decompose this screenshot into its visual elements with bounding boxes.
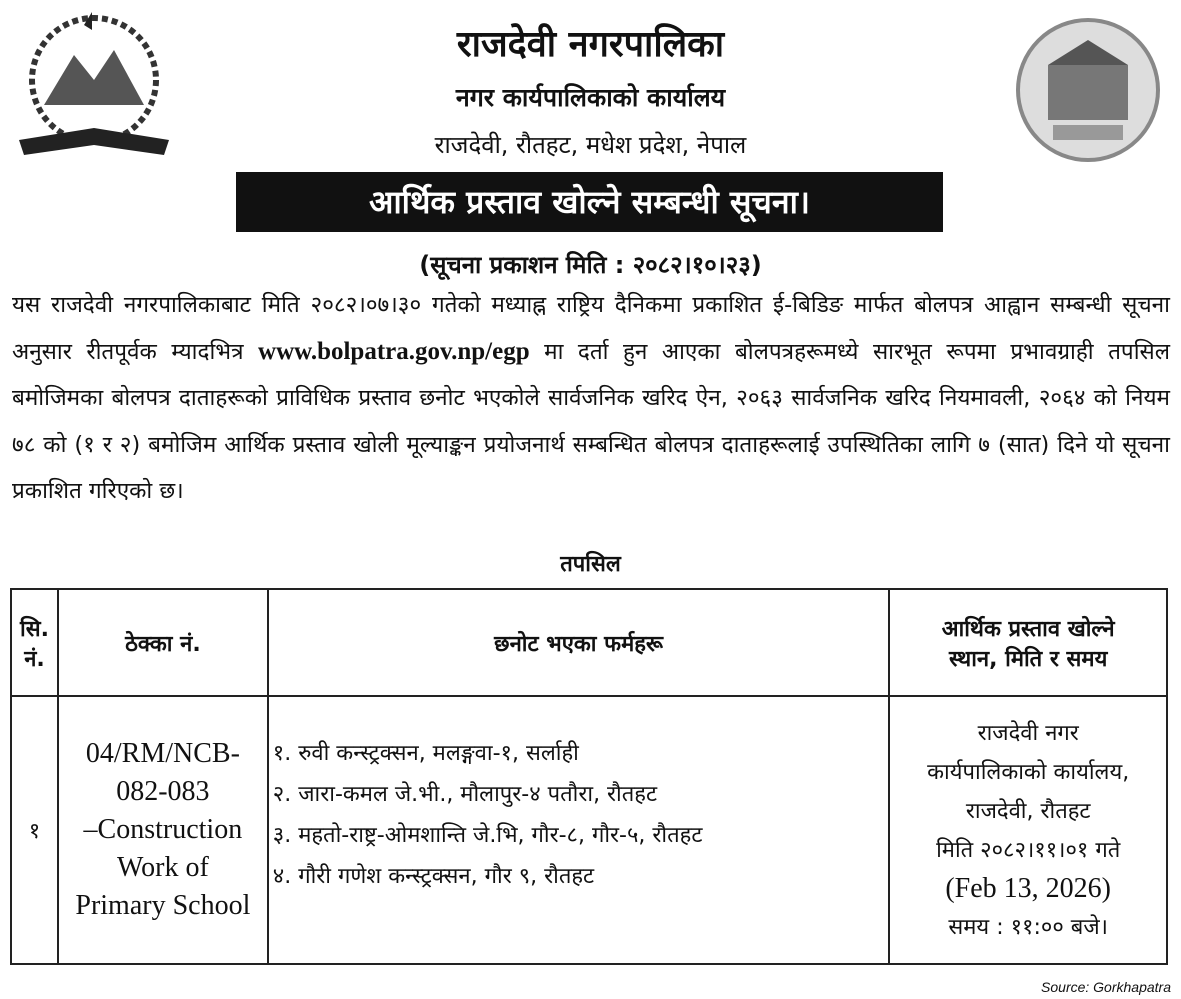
firm-item: ३. महतो-राष्ट्र-ओमशान्ति जे.भि, गौर-८, गौर-५, रौतहट <box>272 823 703 848</box>
notice-title-banner: आर्थिक प्रस्ताव खोल्ने सम्बन्धी सूचना। <box>236 172 943 232</box>
firm-item: १. रुवी कन्स्ट्रक्सन, मलङ्गवा-१, सर्लाही <box>272 741 579 766</box>
header-sn: सि. नं. <box>11 589 58 696</box>
body-text-1: यस राजदेवी नगरपालिकाबाट मिति २०८२।०७।३० गतेको मध्याह्न राष्ट्रिय दैनिकमा प्रकाशित ई-बिडिङ मार्फत बोलपत्र आह्वान सम्बन्धी सूचना अनुसार रीतपूर्वक म्यादभित्र <box>12 292 1170 365</box>
cell-venue: राजदेवी नगर कार्यपालिकाको कार्यालय, राजदेवी, रौतहट मिति २०८२।११।०१ गते (Feb 13, 2026) समय : ११:०० बजे। <box>889 696 1167 964</box>
notice-body <box>12 282 1170 515</box>
header-firms: छनोट भएका फर्महरू <box>268 589 890 696</box>
header-venue: आर्थिक प्रस्ताव खोल्ने स्थान, मिति र समय <box>889 589 1167 696</box>
source-credit: Source: Gorkhapatra <box>1041 979 1171 995</box>
schedule-heading: तपसिल <box>560 552 621 577</box>
municipality-title: राजदेवी नगरपालिका <box>456 24 725 65</box>
office-name: नगर कार्यपालिकाको कार्यालय <box>455 83 726 112</box>
cell-firms <box>268 696 890 964</box>
cell-sn: १ <box>11 696 58 964</box>
header-contract: ठेक्का नं. <box>58 589 268 696</box>
table-row <box>11 696 1167 964</box>
bidders-table <box>10 588 1168 965</box>
cell-contract: 04/RM/NCB- 082-083 –Construction Work of Primary School <box>58 696 268 964</box>
office-address: राजदेवी, रौतहट, मधेश प्रदेश, नेपाल <box>434 131 747 159</box>
body-text-2: मा दर्ता हुन आएका बोलपत्रहरूमध्ये सारभूत रूपमा प्रभावग्राही तपसिल बमोजिमका बोलपत्र दाताहरूको प्राविधिक प्रस्ताव छनोट भएकोले सार्वजनिक खरिद ऐन, २०६३ सार्वजनिक खरिद नियमावली, २०६४ को नियम ७८ को (१ र २) बमोजिम आर्थिक प्रस्ताव खोली मूल्याङ्कन प्रयोजनार्थ सम्बन्धित बोलपत्र दाताहरूलाई उपस्थितिका लागि ७ (सात) दिने यो सूचना प्रकाशित गरिएको छ। <box>12 338 1171 504</box>
table-header-row <box>11 589 1167 696</box>
bolpatra-url: www.bolpatra.gov.np/egp <box>258 337 530 365</box>
publication-date: (सूचना प्रकाशन मिति : २०८२।१०।२३) <box>419 251 762 279</box>
firm-item: २. जारा-कमल जे.भी., मौलापुर-४ पतौरा, रौतहट <box>272 782 658 807</box>
firm-item: ४. गौरी गणेश कन्स्ट्रक्सन, गौर ९, रौतहट <box>272 864 595 889</box>
